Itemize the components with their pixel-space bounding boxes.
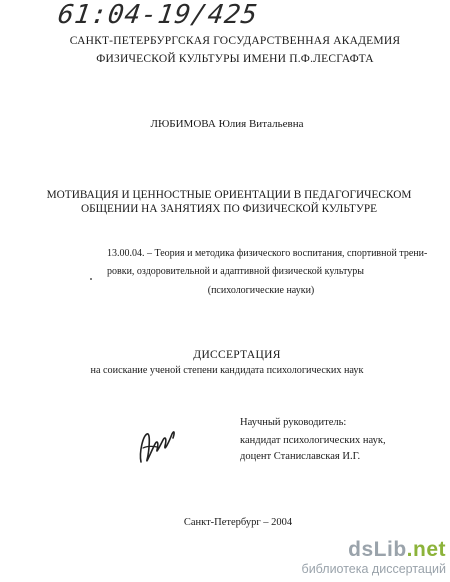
specialty-line-1: 13.00.04. – Теория и методика физического воспитания, спортивной трени-	[107, 248, 428, 259]
dissertation-heading: ДИССЕРТАЦИЯ	[193, 349, 281, 361]
city-year: Санкт-Петербург – 2004	[183, 517, 293, 528]
supervisor-name: доцент Станиславская И.Г.	[240, 451, 361, 462]
institution-line-2: ФИЗИЧЕСКОЙ КУЛЬТУРЫ ИМЕНИ П.Ф.ЛЕСГАФТА	[96, 53, 374, 65]
institution-line-1: САНКТ-ПЕТЕРБУРГСКАЯ ГОСУДАРСТВЕННАЯ АКАДЕМИЯ	[69, 35, 401, 47]
supervisor-label: Научный руководитель:	[240, 417, 347, 428]
dslib-logo-main: dsLib	[348, 538, 407, 561]
handwritten-signature	[135, 422, 181, 468]
dslib-logo	[302, 539, 446, 561]
specialty-line-2: ровки, оздоровительной и адаптивной физической культуры	[107, 266, 365, 277]
author-name: ЛЮБИМОВА Юлия Витальевна	[150, 118, 304, 130]
dslib-tagline: библиотека диссертаций	[301, 562, 446, 576]
dissertation-subheading: на соискание ученой степени кандидата психологических наук	[90, 365, 364, 376]
dissertation-title-line-2: ОБЩЕНИИ НА ЗАНЯТИЯХ ПО ФИЗИЧЕСКОЙ КУЛЬТУРЕ	[80, 203, 378, 215]
dslib-logo-accent: .net	[406, 538, 446, 561]
scan-speck	[90, 278, 92, 280]
specialty-line-3: (психологические науки)	[207, 285, 315, 296]
archive-number: 61:04-19/425	[55, 0, 260, 30]
supervisor-degree: кандидат психологических наук,	[240, 435, 386, 446]
dslib-watermark	[302, 539, 446, 576]
dissertation-title-line-1: МОТИВАЦИЯ И ЦЕННОСТНЫЕ ОРИЕНТАЦИИ В ПЕДАГОГИЧЕСКОМ	[46, 189, 412, 201]
